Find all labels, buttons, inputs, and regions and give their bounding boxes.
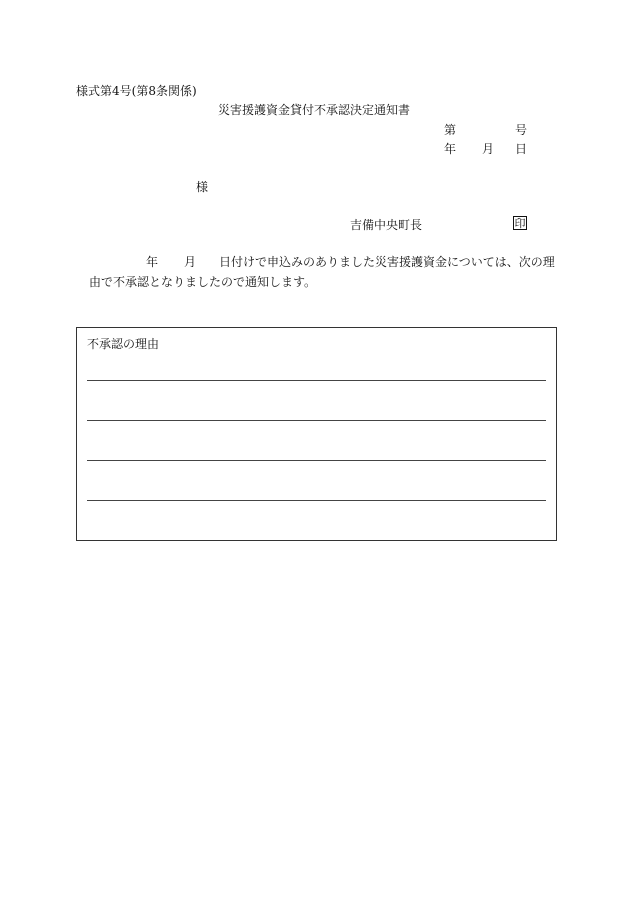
document-number-prefix: 第 (444, 123, 457, 137)
form-number: 様式第4号(第8条関係) (76, 84, 197, 98)
reason-writing-line (87, 380, 546, 381)
date-day: 日 (515, 142, 528, 156)
addressee-honorific: 様 (196, 180, 209, 194)
reason-writing-line (87, 460, 546, 461)
body-text-line-2: 由で不承認となりましたので通知します。 (89, 275, 317, 289)
body-date-year: 年 (146, 255, 159, 269)
document-number-suffix: 号 (515, 123, 528, 137)
body-text-line-1: 日付けで申込みのありました災害援護資金については、次の理 (219, 255, 555, 269)
date-month: 月 (482, 142, 495, 156)
reason-writing-line (87, 420, 546, 421)
seal-mark: 印 (514, 216, 526, 230)
date-year: 年 (444, 142, 457, 156)
document-title: 災害援護資金貸付不承認決定通知書 (218, 103, 411, 117)
reason-box (76, 327, 557, 541)
body-date-month: 月 (184, 255, 197, 269)
reason-writing-line (87, 500, 546, 501)
issuer-title: 吉備中央町長 (350, 218, 423, 232)
reason-label: 不承認の理由 (87, 337, 160, 351)
